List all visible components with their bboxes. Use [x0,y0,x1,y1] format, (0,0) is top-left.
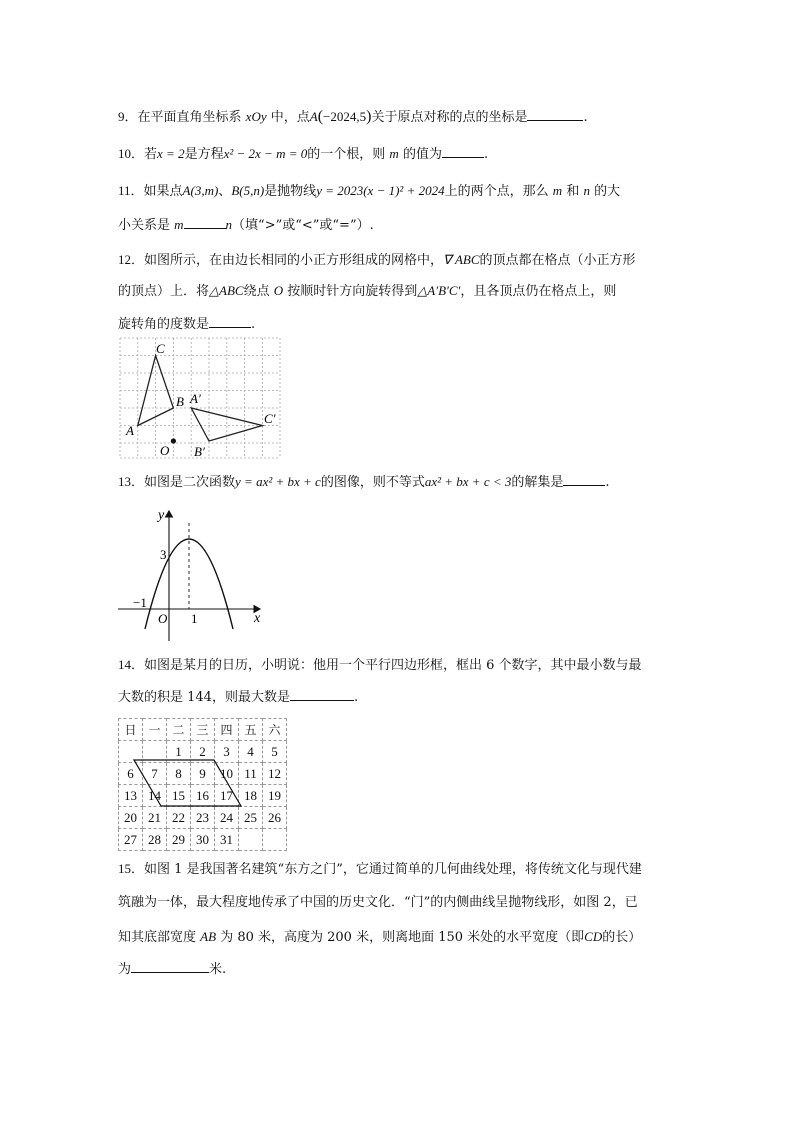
calendar-row [119,829,287,851]
answer-blank[interactable] [290,688,354,701]
day-cell: 21 [143,807,167,829]
day-cell: 10 [215,763,239,785]
parabola-figure [118,505,268,645]
day-cell: 29 [167,829,191,851]
label-origin: O [158,611,168,626]
answer-blank[interactable] [209,315,251,328]
calendar-table [118,718,287,851]
question-12-line-2: 的顶点）上．将△ABC绕点 O 按顺时针方向旋转得到△A′B′C′，且各顶点仍在格点上，则 [118,283,617,299]
question-11-line-2: 小关系是 m n（填“>”或“<”或“=”）. [118,217,374,233]
day-cell: 4 [239,741,263,763]
day-cell: 14 [143,785,167,807]
answer-blank[interactable] [131,960,209,973]
rotation-grid-figure [118,336,282,460]
x-label: x [254,611,261,626]
question-10: 10．若x = 2是方程x² − 2x − m = 0的一个根，则 m 的值为 . [118,146,489,162]
label-b: B [176,394,184,409]
question-15-line-2: 筑融为一体，最大程度地传承了中国的历史文化．“门”的内侧曲线呈抛物线形，如图 2，已 [118,895,638,910]
day-cell: 2 [191,741,215,763]
y-label: y [158,508,165,523]
day-cell: 20 [119,807,143,829]
question-9: 9．在平面直角坐标系 xOy 中，点A(−2024,5)关于原点对称的点的坐标是 . [118,108,588,125]
day-cell: 18 [239,785,263,807]
day-cell: 31 [215,829,239,851]
triangle-a1b1c1 [191,408,262,441]
day-cell: 25 [239,807,263,829]
day-cell [239,829,263,851]
day-cell [119,741,143,763]
day-cell: 11 [239,763,263,785]
question-14-line-2: 大数的积是 144，则最大数是 . [118,690,359,705]
question-12-line-1: 12．如图所示，在由边长相同的小正方形组成的网格中，∇ ABC的顶点都在格点（小正方形 [118,252,636,268]
weekday-header: 六 [263,719,287,741]
day-cell: 16 [191,785,215,807]
answer-blank[interactable] [184,216,226,229]
day-cell: 9 [191,763,215,785]
day-cell: 27 [119,829,143,851]
question-13: 13．如图是二次函数y = ax² + bx + c的图像，则不等式ax² + bx + c < 3的解集是 . [118,474,610,490]
answer-blank[interactable] [563,473,605,486]
weekday-header: 五 [239,719,263,741]
weekday-header: 三 [191,719,215,741]
day-cell [263,829,287,851]
day-cell: 3 [215,741,239,763]
question-14-line-1: 14．如图是某月的日历，小明说：他用一个平行四边形框，框出 6 个数字，其中最小数与最 [118,657,642,673]
day-cell: 30 [191,829,215,851]
day-cell: 6 [119,763,143,785]
question-15-line-1: 15．如图 1 是我国著名建筑“东方之门”，它通过简单的几何曲线处理，将传统文化与现代建 [118,861,642,877]
day-cell: 7 [143,763,167,785]
calendar-header-row [119,719,287,741]
day-cell: 17 [215,785,239,807]
day-cell: 12 [263,763,287,785]
label-3: 3 [160,547,167,562]
day-cell: 13 [119,785,143,807]
label-o: O [160,443,170,458]
day-cell: 23 [191,807,215,829]
calendar-row [119,785,287,807]
day-cell: 5 [263,741,287,763]
day-cell [143,741,167,763]
label-1: 1 [191,611,198,626]
day-cell: 15 [167,785,191,807]
day-cell: 28 [143,829,167,851]
answer-blank[interactable] [527,108,583,121]
weekday-header: 二 [167,719,191,741]
label-c: C [156,341,165,356]
center-point-o [171,438,176,443]
question-11-line-1: 11．如果点A(3,m)、B(5,n)是抛物线y = 2023(x − 1)² + 2024上的两个点，那么 m 和 n 的大 [118,183,621,199]
day-cell: 24 [215,807,239,829]
day-cell: 26 [263,807,287,829]
label-a-prime: A′ [190,391,201,406]
label-c-prime: C′ [264,411,276,426]
day-cell: 22 [167,807,191,829]
calendar-row [119,741,287,763]
question-12-line-3: 旋转角的度数是 . [118,317,256,332]
calendar-row [119,763,287,785]
weekday-header: 四 [215,719,239,741]
day-cell: 1 [167,741,191,763]
label-a: A [126,423,134,438]
day-cell: 8 [167,763,191,785]
calendar-row [119,807,287,829]
question-15-line-4: 为 米. [118,962,227,977]
label-neg1: −1 [133,595,147,610]
day-cell: 19 [263,785,287,807]
question-15-line-3: 知其底部宽度 AB 为 80 米，高度为 200 米，则离地面 150 米处的水平宽度（即CD的长） [118,929,642,945]
label-b-prime: B′ [194,444,205,459]
answer-blank[interactable] [442,145,484,158]
weekday-header: 日 [119,719,143,741]
weekday-header: 一 [143,719,167,741]
